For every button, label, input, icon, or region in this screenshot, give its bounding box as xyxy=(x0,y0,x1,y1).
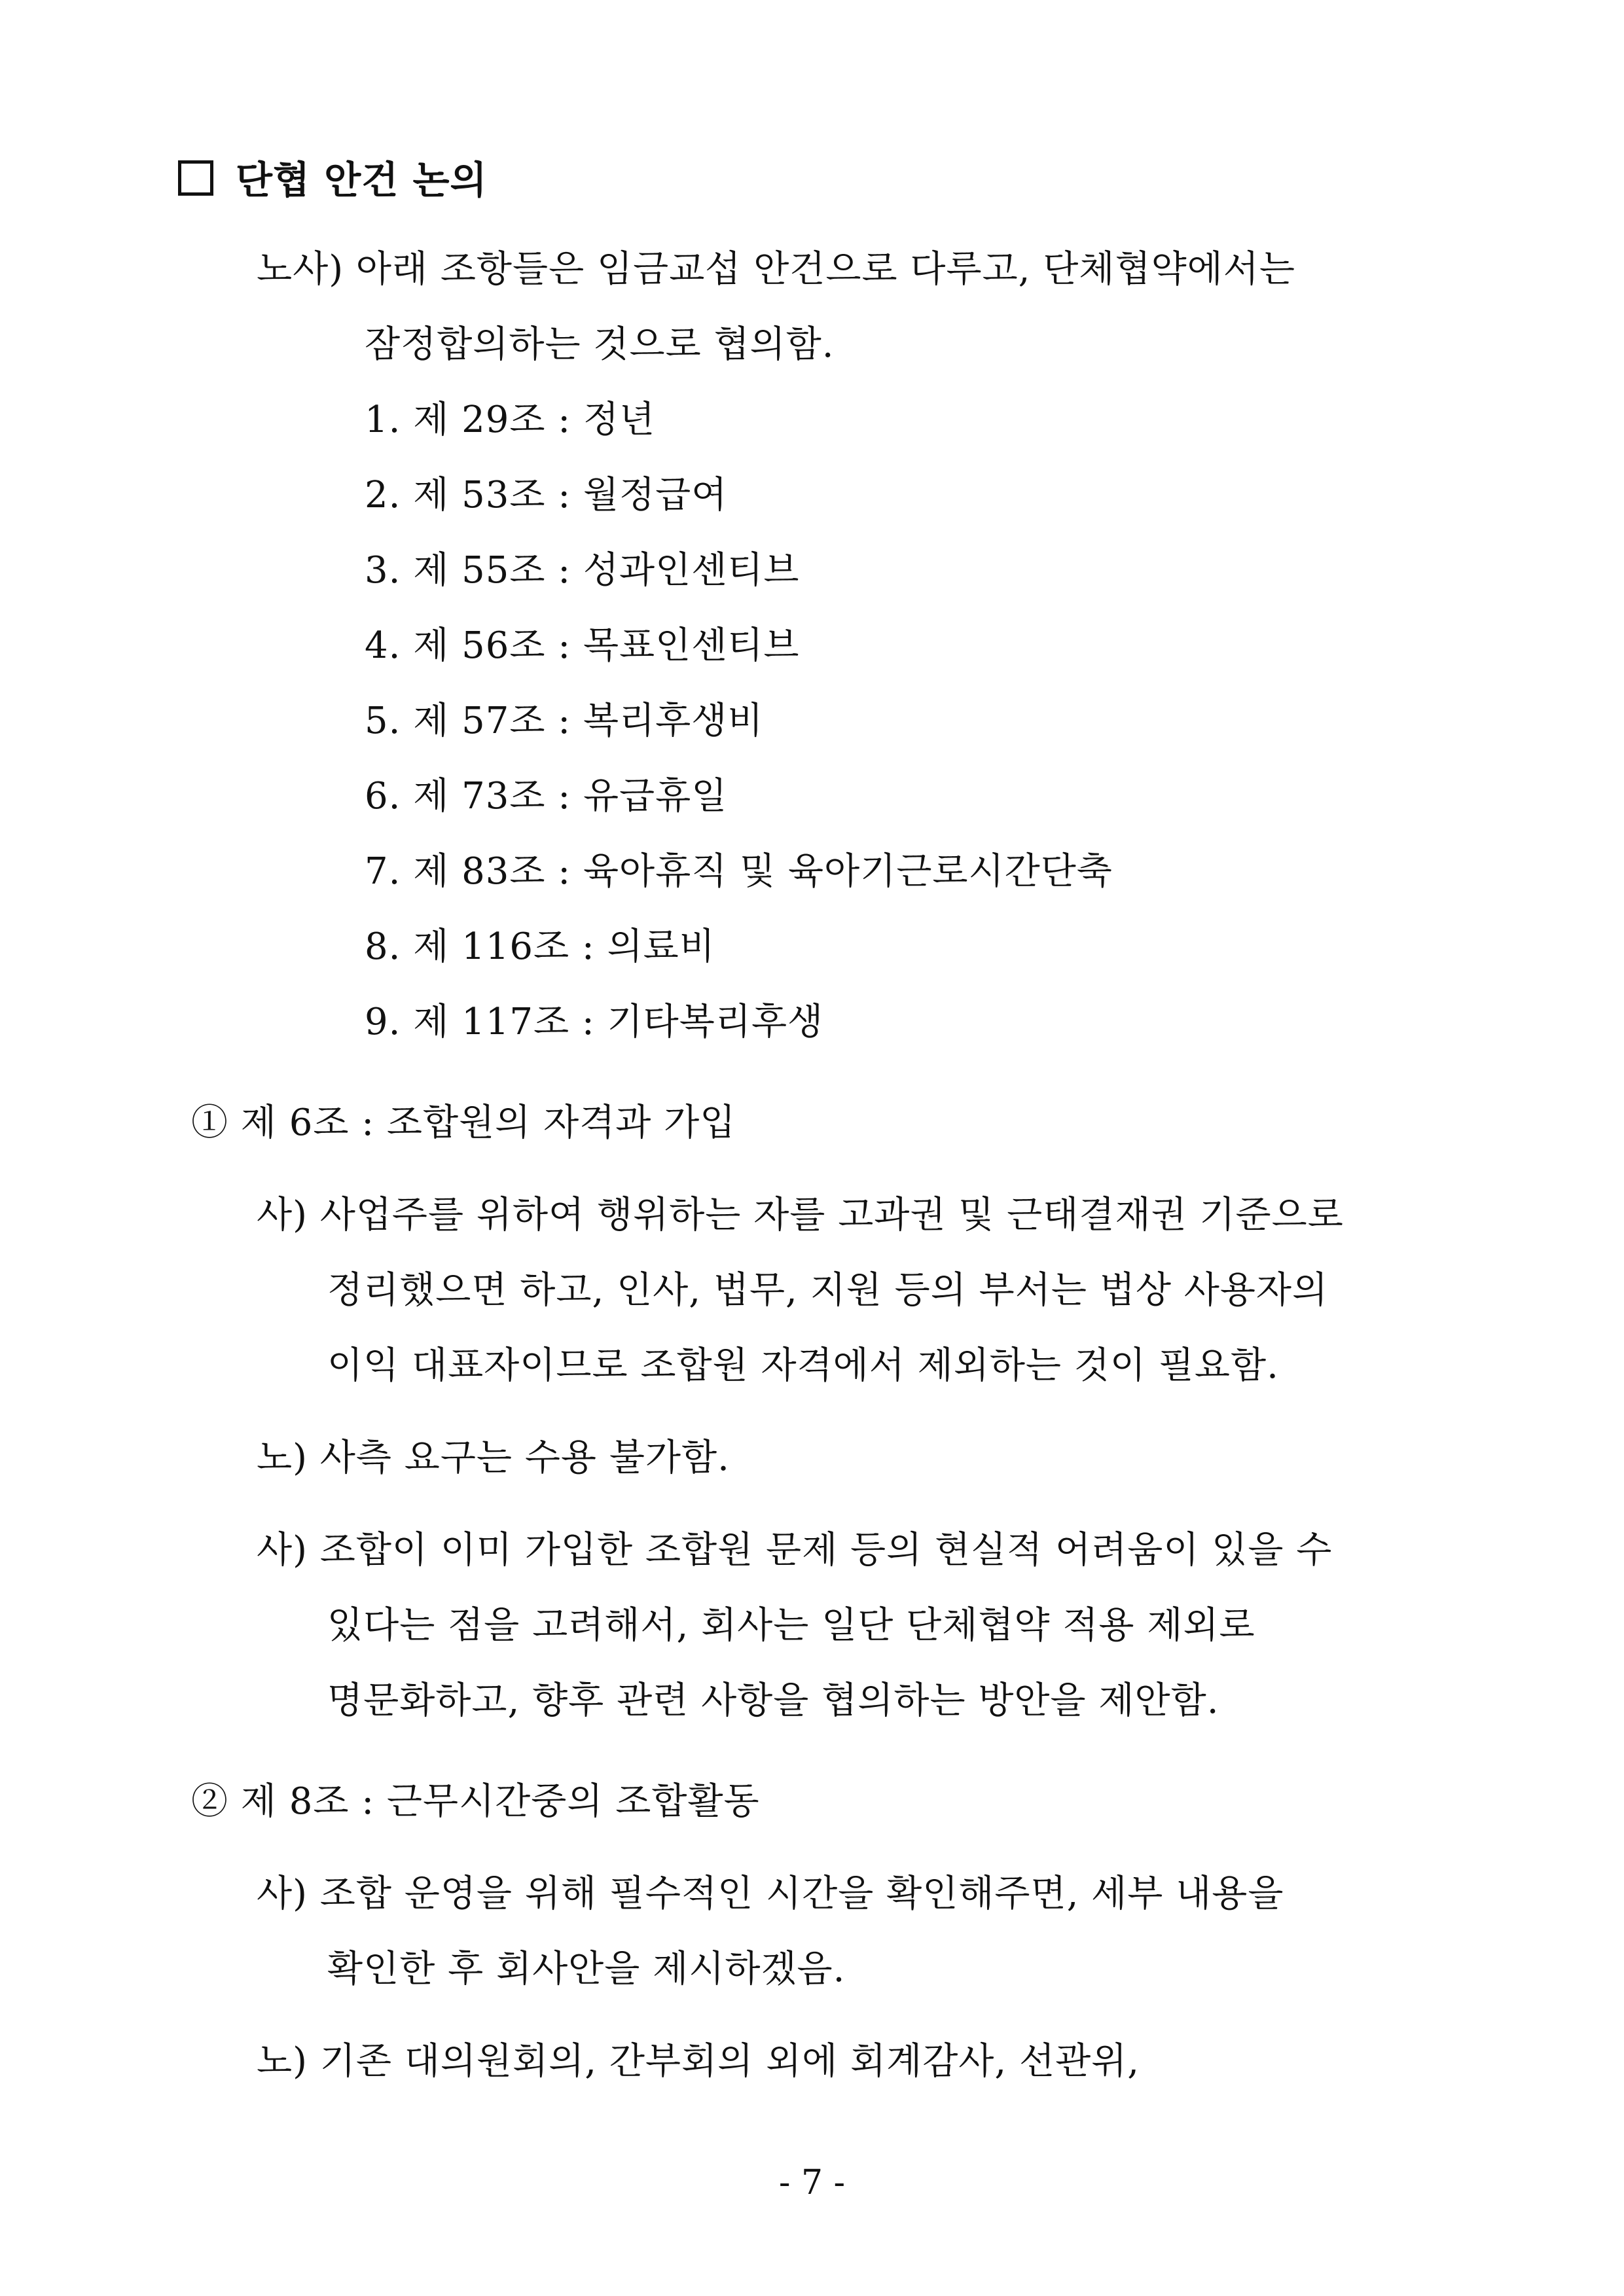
page-number: - 7 - xyxy=(778,2163,846,2202)
article-6-p1-line-2: 정리했으면 하고, 인사, 법무, 지원 등의 부서는 법상 사용자의 xyxy=(327,1269,1329,1312)
article-6-p2-line-1: 노) 사측 요구는 수용 불가함. xyxy=(257,1437,730,1479)
section-title: 단협 안건 논의 xyxy=(236,158,488,202)
list-item: 6. 제 73조 : 유급휴일 xyxy=(365,775,728,817)
article-8-title: ② 제 8조 : 근무시간중의 조합활동 xyxy=(191,1780,760,1823)
article-6-p3-line-1: 사) 조합이 이미 가입한 조합원 문제 등의 현실적 어려움이 있을 수 xyxy=(257,1529,1333,1571)
checkbox-square-icon xyxy=(178,160,213,196)
intro-line-2: 잠정합의하는 것으로 협의함. xyxy=(365,323,835,366)
list-item: 1. 제 29조 : 정년 xyxy=(365,399,656,441)
list-item: 2. 제 53조 : 월정급여 xyxy=(365,474,728,516)
article-6-p1-line-3: 이익 대표자이므로 조합원 자격에서 제외하는 것이 필요함. xyxy=(327,1344,1279,1387)
article-8-p2-line-1: 노) 기존 대의원회의, 간부회의 외에 회계감사, 선관위, xyxy=(257,2040,1140,2083)
list-item: 8. 제 116조 : 의료비 xyxy=(365,925,715,968)
section-heading xyxy=(178,154,488,206)
article-6-p1-line-1: 사) 사업주를 위하여 행위하는 자를 고과권 및 근태결재권 기준으로 xyxy=(257,1194,1344,1236)
article-8-p1-line-2: 확인한 후 회사안을 제시하겠음. xyxy=(327,1948,846,1990)
list-item: 7. 제 83조 : 육아휴직 및 육아기근로시간단축 xyxy=(365,850,1113,893)
article-6-title: ① 제 6조 : 조합원의 자격과 가입 xyxy=(191,1102,736,1144)
list-item: 3. 제 55조 : 성과인센티브 xyxy=(365,549,800,592)
list-item: 5. 제 57조 : 복리후생비 xyxy=(365,700,764,742)
list-item: 4. 제 56조 : 목표인센티브 xyxy=(365,624,800,667)
intro-line-1: 노사) 아래 조항들은 임금교섭 안건으로 다루고, 단체협약에서는 xyxy=(257,248,1295,291)
article-8-p1-line-1: 사) 조합 운영을 위해 필수적인 시간을 확인해주면, 세부 내용을 xyxy=(257,1873,1284,1915)
list-item: 9. 제 117조 : 기타복리후생 xyxy=(365,1001,824,1043)
article-6-p3-line-3: 명문화하고, 향후 관련 사항을 협의하는 방안을 제안함. xyxy=(327,1679,1219,1722)
article-6-p3-line-2: 있다는 점을 고려해서, 회사는 일단 단체협약 적용 제외로 xyxy=(327,1604,1255,1647)
